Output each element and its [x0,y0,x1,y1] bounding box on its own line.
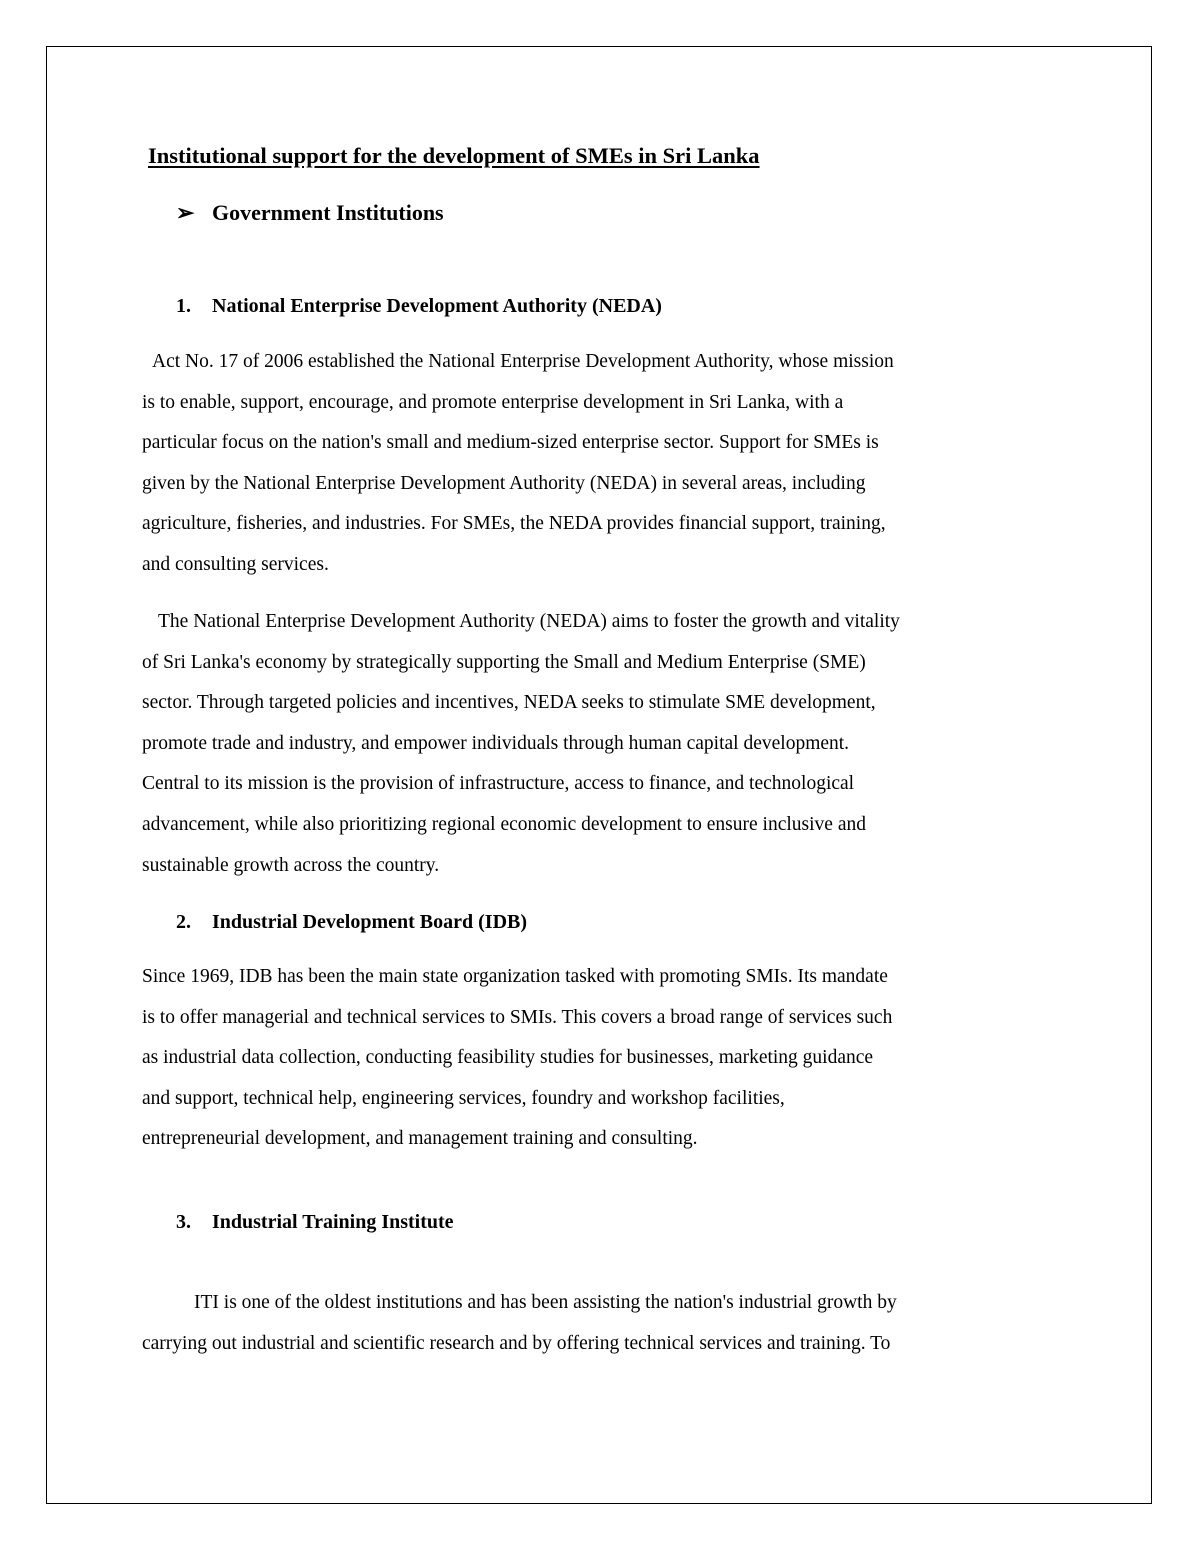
paragraph-line: is to offer managerial and technical services to SMIs. This covers a broad range of services such [142,1006,893,1028]
section-heading-government-institutions [176,200,444,226]
heading-label: Industrial Development Board (IDB) [212,911,528,933]
heading-label: Industrial Training Institute [212,1211,454,1233]
heading-label: National Enterprise Development Authority (NEDA) [212,295,662,317]
arrow-bullet-icon: ➢ [176,200,195,225]
paragraph-line: and support, technical help, engineering services, foundry and workshop facilities, [142,1087,785,1109]
heading-idb [176,911,527,934]
paragraph-line: The National Enterprise Development Authority (NEDA) aims to foster the growth and vitality [158,611,900,632]
section-heading-label: Government Institutions [212,200,444,225]
paragraph-line: and consulting services. [142,553,329,575]
paragraph-line: as industrial data collection, conducting feasibility studies for businesses, marketing guidance [142,1047,874,1069]
paragraph-line: promote trade and industry, and empower individuals through human capital development. [142,732,850,754]
paragraph-line: of Sri Lanka's economy by strategically supporting the Small and Medium Enterprise (SME) [142,651,866,673]
paragraph-line: is to enable, support, encourage, and promote enterprise development in Sri Lanka, with a [142,391,844,413]
paragraph-line: sector. Through targeted policies and incentives, NEDA seeks to stimulate SME development, [142,692,876,714]
paragraph-line: Since 1969, IDB has been the main state organization tasked with promoting SMIs. Its mandate [142,966,888,987]
paragraph-line: ITI is one of the oldest institutions and has been assisting the nation's industrial growth by [194,1292,897,1313]
heading-iti [176,1211,454,1234]
paragraph-line: carrying out industrial and scientific research and by offering technical services and training. To [142,1332,891,1354]
heading-number: 3. [176,1211,191,1233]
paragraph-line: sustainable growth across the country. [142,854,440,876]
paragraph-neda-1 [142,342,1062,586]
heading-number: 2. [176,911,191,933]
paragraph-idb [142,957,1062,1160]
paragraph-line: given by the National Enterprise Development Authority (NEDA) in several areas, including [142,472,866,494]
document-title: Institutional support for the development of SMEs in Sri Lanka [148,143,760,168]
paragraph-iti [142,1283,1062,1364]
paragraph-neda-2 [142,602,1062,886]
paragraph-line: Central to its mission is the provision of infrastructure, access to finance, and technological [142,773,855,795]
paragraph-line: particular focus on the nation's small and medium-sized enterprise sector. Support for SMEs is [142,432,879,454]
heading-number: 1. [176,295,191,317]
paragraph-line: advancement, while also prioritizing regional economic development to ensure inclusive and [142,813,866,835]
heading-neda [176,295,662,318]
paragraph-line: entrepreneurial development, and management training and consulting. [142,1128,698,1150]
paragraph-line: Act No. 17 of 2006 established the National Enterprise Development Authority, whose mission [152,351,894,372]
paragraph-line: agriculture, fisheries, and industries. For SMEs, the NEDA provides financial support, training, [142,513,886,535]
